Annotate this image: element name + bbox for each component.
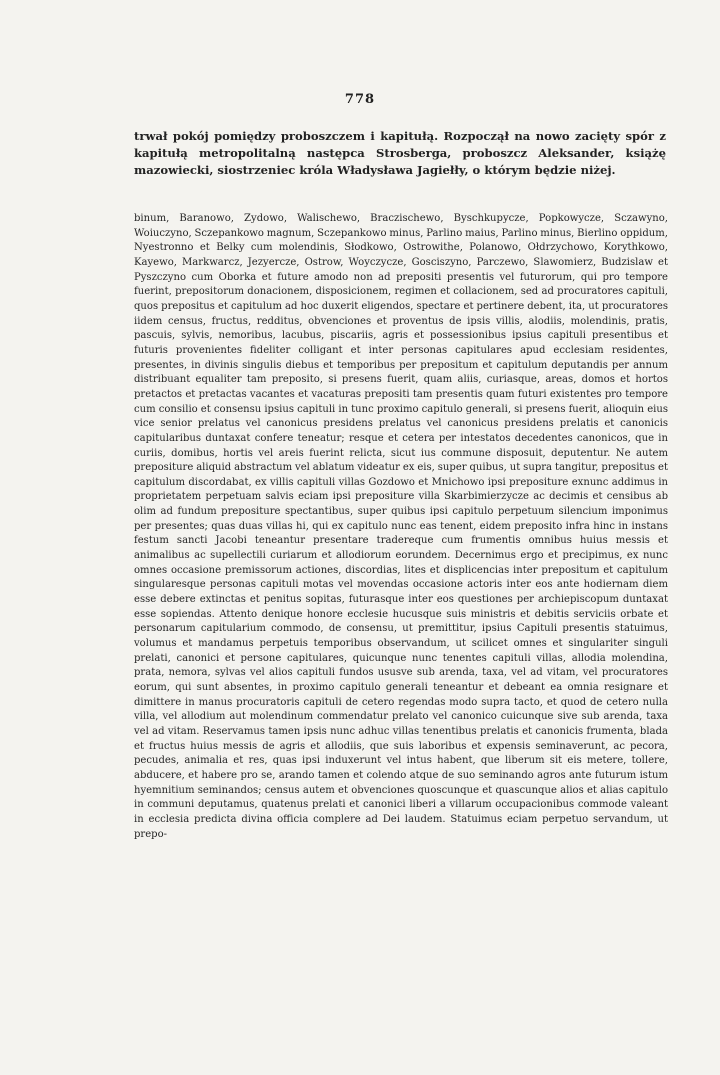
latin-charter-text: binum, Baranowo, Zydowo, Walischewo, Braczischewo, Byschkupycze, Popkowycze, Sczawyno, Woiuczyno, Sczepankowo magnum, Sczepankowo minus, Parlino maius, Parlino minus, Bierlino oppidum, Nyestronno et Belky cum molendinis, Słodkowo, Ostrowithe, Polanowo, Ołdrzychowo, Korythkowo, Kayewo, Markwarcz, Jezyercze, Ostrow, Woyczycze, Gosciszyno, Parczewo, Slawomierz, Budzislaw et Pyszczyno cum Oborka et future amodo non ad prepositi presentis vel futurorum, qui pro tempore fuerint, prepositorum donacionem, disposicionem, regimen et collacionem, sed ad procuratores capituli, quos prepositus et capitulum ad hoc duxerit eligendos, spectare et pertinere debent, ita, ut procuratores iidem census, fructus, redditus, obvenciones et proventus de ipsis villis, alodiis, molendinis, pratis, pascuis, sylvis, nemoribus, lacubus, piscariis, agris et possessionibus ipsius capituli presentibus et futuris provenientes fideliter colligant et inter personas capitulares apud ecclesiam residentes, presentes, in divinis singulis diebus et temporibus per prepositum et capitulum deputandis per annum distribuant equaliter tam preposito, si presens fuerit, quam aliis, curiasque, areas, domos et hortos pretactos et pretactas vacantes et vacaturas prepositi tam presentis quam futuri existentes pro tempore cum consilio et consensu ipsius capituli in tunc proximo capitulo generali, si presens fuerit, alioquin eius vice senior prelatus vel canonicus presidens prelatus vel canonicus presidens prelatis et canonicis capitularibus duntaxat confere teneatur; resque et cetera per intestatos decedentes canonicos, que in curiis, domibus, hortis vel areis fuerint relicta, sicut ius commune disposuit, deputentur. Ne autem prepositure aliquid abstractum vel ablatum videatur ex eis, super quibus, ut supra tangitur, prepositus et capitulum discordabat, ex villis capituli villas Gozdowo et Mnichowo ipsi prepositure exnunc addimus in proprietatem perpetuam salvis eciam ipsi prepositure villa Skarbimierzycze ac decimis et censibus ab olim ad fundum prepositure spectantibus, super quibus ipsi capitulo perpetuum silencium imponimus per presentes; quas duas villas hi, qui ex capitulo nunc eas tenent, eidem preposito infra hinc in instans festum sancti Jacobi teneantur presentare tradereque cum frumentis omnibus huius messis et animalibus ac supellectili curiarum et allodiorum eorundem. Decernimus ergo et precipimus, ex nunc omnes occasione premissorum actiones, discordias, lites et displicencias inter prepositum et capitulum singularesque personas capituli motas vel movendas occasione actoris inter eos ante hodiernam diem esse debere extinctas et penitus sopitas, futurasque inter eos questiones per archiepiscopum duntaxat esse sopiendas. Attento denique honore ecclesie hucusque suis ministris et debitis serviciis orbate et personarum capitularium commodo, de consensu, ut premittitur, ipsius Capituli presentis statuimus, volumus et mandamus perpetuis temporibus observandum, ut scilicet omnes et singulariter singuli prelati, canonici et persone capitulares, quicunque nunc tenentes capituli villas, allodia molendina, prata, nemora, sylvas vel alios capituli fundos ususve sub arenda, taxa, vel ad vitam, vel procuratores eorum, qui sunt absentes, in proximo capitulo generali teneantur et debeant ea omnia resignare et dimittere in manus procuratoris capituli de cetero regendas modo supra tacto, et quod de cetero nulla villa, vel allodium aut molendinum commendatur prelato vel canonico cuicunque sive sub arenda, taxa vel ad vitam. Reservamus tamen ipsis nunc adhuc villas tenentibus prelatis et canonicis frumenta, blada et fructus huius messis de agris et allodiis, que suis laboribus et expensis seminaverunt, ac pecora, pecudes, animalia et res, quas ipsi induxerunt vel intus habent, que liberum sit eis metere, tollere, abducere, et habere pro se, arando tamen et colendo atque de suo seminando agros ante futurum istum hyemnitium seminandos; census autem et obvenciones quoscunque et quascunque alios et alias capitulo in communi deputamus, quatenus prelati et canonici liberi a villarum occupacionibus commode valeant in ecclesia predicta divina officia complere ad Dei laudem. Statuimus eciam perpetuo servandum, ut prepo-	[134, 213, 668, 840]
page-number: 778	[344, 92, 376, 107]
intro-paragraph: trwał pokój pomiędzy proboszczem i kapitułą. Rozpoczął na nowo zacięty spór z kapitułą metropolitalną następca Strosberga, proboszcz Aleksander, książę mazowiecki, siostrzeniec króla Władysława Jagiełły, o którym będzie niżej.	[134, 129, 666, 177]
